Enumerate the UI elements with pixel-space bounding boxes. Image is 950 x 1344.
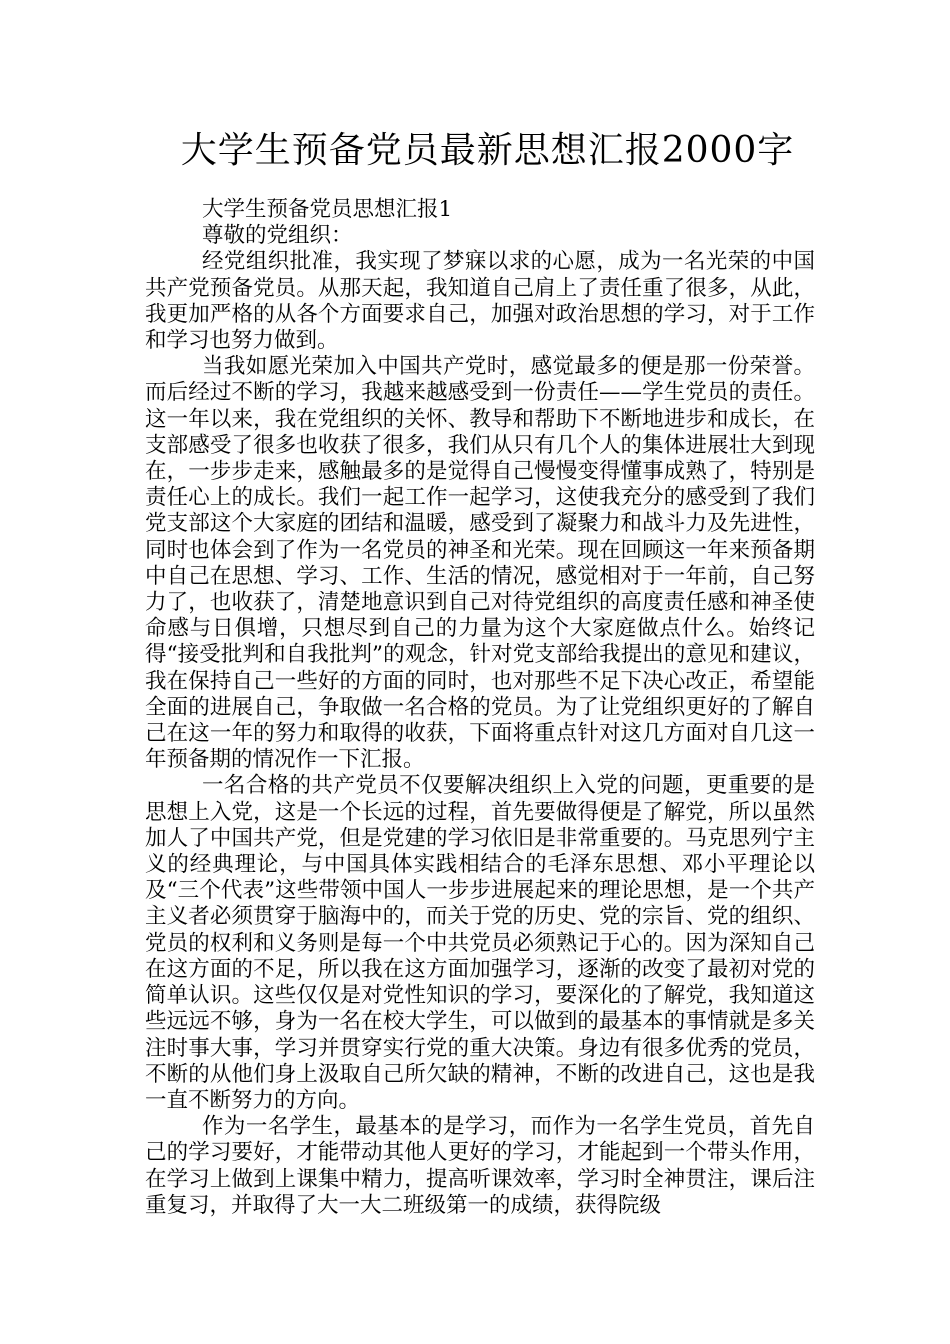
paragraph-salutation: 尊敬的党组织： (202, 223, 353, 249)
paragraph: 作为一名学生，最基本的是学习，而作为一名学生党员，首先自己的学习要好，才能带动其他人更好的学习，才能起到一个带头作用，在学习上做到上课集中精力，提高听课效率，学习时全神贯注，课后注重复习，并取得了大一大二班级第一的成绩，获得院级 (145, 1114, 815, 1218)
paragraph: 经党组织批准，我实现了梦寐以求的心愿，成为一名光荣的中国共产党预备党员。从那天起，我知道自己肩上了责任重了很多，从此，我更加严格的从各个方面要求自己，加强对政治思想的学习，对于工作和学习也努力做到。 (145, 249, 815, 354)
paragraph: 一名合格的共产党员不仅要解决组织上入党的问题，更重要的是思想上入党，这是一个长远的过程，首先要做得便是了解党，所以虽然加人了中国共产党，但是党建的学习依旧是非常重要的。马克思列宁主义的经典理论，与中国具体实践相结合的毛泽东思想、邓小平理论以及“三个代表”这些带领中国人一步步进展起来的理论思想，是一个共产主义者必须贯穿于脑海中的，而关于党的历史、党的宗旨、党的组织、党员的权利和义务则是每一个中共党员必须熟记于心的。因为深知自己在这方面的不足，所以我在这方面加强学习，逐渐的改变了最初对党的简单认识。这些仅仅是对党性知识的学习，要深化的了解党，我知道这些远远不够，身为一名在校大学生，可以做到的最基本的事情就是多关注时事大事，学习并贯穿实行党的重大决策。身边有很多优秀的党员，不断的从他们身上汲取自己所欠缺的精神，不断的改进自己，这也是我一直不断努力的方向。 (145, 773, 815, 1113)
paragraph-subtitle: 大学生预备党员思想汇报1 (202, 197, 453, 222)
document-title: 大学生预备党员最新思想汇报2000字 (180, 130, 795, 171)
document-body (145, 197, 815, 1219)
paragraph: 当我如愿光荣加入中国共产党时，感觉最多的便是那一份荣誉。而后经过不断的学习，我越来越感受到一份责任——学生党员的责任。这一年以来，我在党组织的关怀、教导和帮助下不断地进步和成长，在支部感受了很多也收获了很多，我们从只有几个人的集体进展壮大到现在，一步步走来，感触最多的是觉得自己慢慢变得懂事成熟了，特别是责任心上的成长。我们一起工作一起学习，这使我充分的感受到了我们党支部这个大家庭的团结和温暖，感受到了凝聚力和战斗力及先进性，同时也体会到了作为一名党员的神圣和光荣。现在回顾这一年来预备期中自己在思想、学习、工作、生活的情况，感觉相对于一年前，自己努力了，也收获了，清楚地意识到自己对待党组织的高度责任感和神圣使命感与日俱增，只想尽到自己的力量为这个大家庭做点什么。始终记得“接受批判和自我批判”的观念，针对党支部给我提出的意见和建议，我在保持自己一些好的方面的同时，也对那些不足下决心改正，希望能全面的进展自己，争取做一名合格的党员。为了让党组织更好的了解自己在这一年的努力和取得的收获，下面将重点针对这几方面对自几这一年预备期的情况作一下汇报。 (145, 354, 815, 773)
